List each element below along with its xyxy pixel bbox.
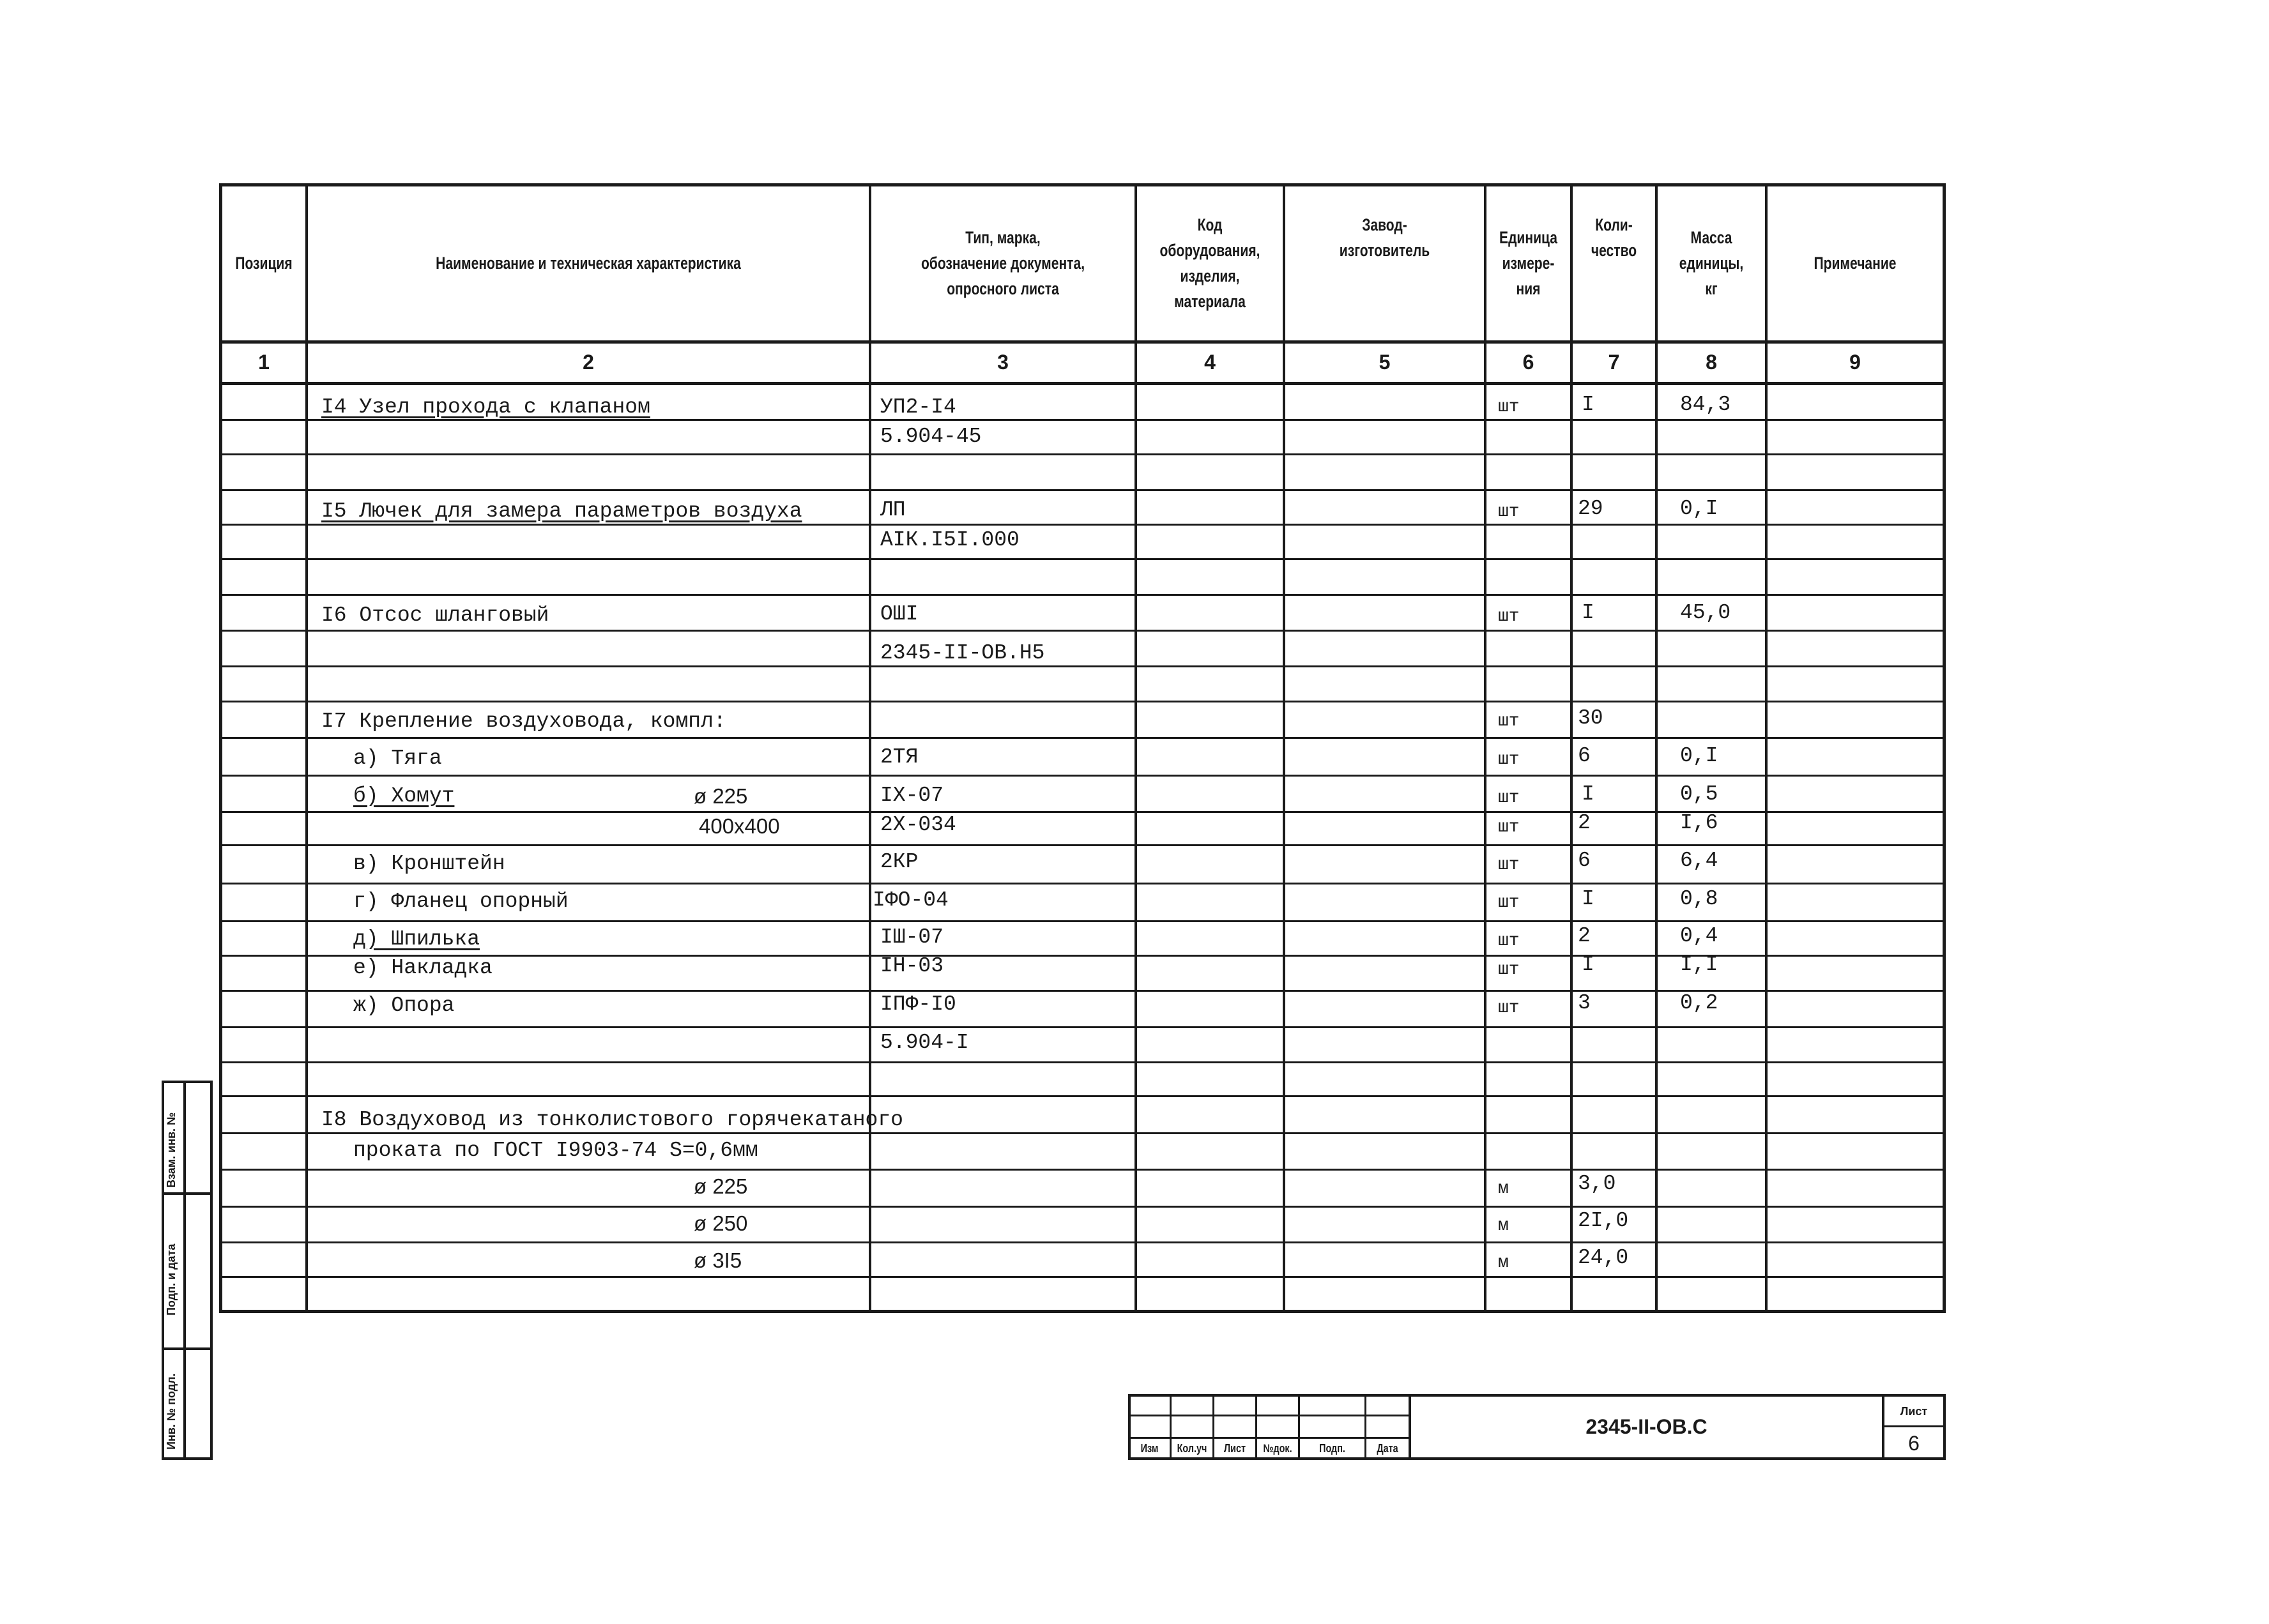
item-unit: шт	[1498, 397, 1520, 417]
item-qty: 3,0	[1578, 1172, 1616, 1195]
item-mass: 0,2	[1680, 991, 1718, 1015]
title-block-divider	[1364, 1394, 1366, 1460]
item-unit: шт	[1498, 788, 1520, 808]
strip-label: Подп. и дата	[165, 1243, 178, 1316]
item-mass: 6,4	[1680, 849, 1718, 872]
item-qty: I	[1582, 953, 1594, 976]
item-unit: шт	[1498, 502, 1520, 522]
strip-label: Инв. № подл.	[165, 1373, 178, 1450]
strip-divider	[183, 1081, 186, 1460]
strip-label: Взам. инв. №	[165, 1112, 178, 1188]
header-note: Примечание	[1814, 254, 1897, 273]
row-rule	[219, 1276, 1946, 1278]
item-name: I7 Крепление воздуховода, компл:	[321, 710, 726, 733]
item-unit: шт	[1498, 998, 1520, 1018]
item-doc: АIК.I5I.000	[880, 528, 1020, 552]
column-number: 1	[258, 350, 270, 374]
item-name: I6 Отсос шланговый	[321, 603, 549, 627]
item-unit: шт	[1498, 960, 1520, 980]
item-size: ø 3I5	[694, 1248, 742, 1272]
row-rule	[219, 594, 1946, 596]
stamp-label: Лист	[1223, 1441, 1246, 1455]
item-size: ø 250	[694, 1211, 748, 1235]
stamp-label: Кол.уч	[1177, 1441, 1207, 1455]
stamp-label: Дата	[1377, 1441, 1398, 1455]
row-rule	[219, 1206, 1946, 1208]
item-mass: I,6	[1680, 811, 1718, 835]
title-block-divider	[1212, 1394, 1214, 1460]
column-number: 3	[997, 350, 1009, 374]
row-rule	[219, 701, 1946, 702]
header-position: Позиция	[235, 254, 293, 273]
column-number: 2	[583, 350, 594, 374]
item-size: 400х400	[699, 814, 780, 838]
row-rule	[219, 1061, 1946, 1063]
header-type: Тип, марка, обозначение документа, опросного листа	[921, 228, 1085, 298]
column-number: 7	[1608, 350, 1620, 374]
header-name: Наименование и техническая характеристика	[436, 254, 741, 273]
column-number: 4	[1204, 350, 1216, 374]
item-qty: I	[1582, 393, 1594, 416]
title-block-divider	[1298, 1394, 1300, 1460]
row-rule	[219, 737, 1946, 739]
row-rule	[219, 775, 1946, 777]
header-code: Код оборудования, изделия, материала	[1159, 215, 1260, 311]
item-unit: шт	[1498, 817, 1520, 837]
column-number: 9	[1849, 350, 1861, 374]
header-mass: Масса единицы, кг	[1679, 228, 1744, 298]
item-doc: 2345-II-ОВ.Н5	[880, 641, 1045, 665]
sheet-number: 6	[1908, 1431, 1920, 1455]
item-unit: м	[1498, 1179, 1509, 1199]
item-qty: 6	[1578, 849, 1591, 872]
item-qty: 3	[1578, 991, 1591, 1015]
item-unit: шт	[1498, 893, 1520, 913]
row-rule	[219, 489, 1946, 491]
item-name: г) Фланец опорный	[353, 890, 569, 913]
item-unit: шт	[1498, 931, 1520, 951]
item-name: в) Кронштейн	[353, 852, 505, 876]
title-block-divider	[1170, 1394, 1172, 1460]
item-type: IН-03	[880, 954, 944, 978]
item-mass: 0,5	[1680, 782, 1718, 806]
row-rule	[219, 453, 1946, 455]
item-mass: 45,0	[1680, 601, 1731, 625]
document-code: 2345-II-ОВ.С	[1585, 1415, 1707, 1438]
item-type: 2ТЯ	[880, 745, 919, 769]
item-qty: 2I,0	[1578, 1209, 1629, 1233]
row-rule	[219, 1169, 1946, 1171]
row-rule	[219, 1241, 1946, 1243]
item-name-continued: проката по ГОСТ I9903-74 S=0,6мм	[353, 1139, 758, 1162]
row-rule	[219, 883, 1946, 884]
item-qty: 2	[1578, 811, 1591, 835]
sheet-label: Лист	[1900, 1404, 1928, 1418]
row-rule	[219, 1095, 1946, 1097]
item-unit: шт	[1498, 855, 1520, 875]
header-quantity: Коли- чество	[1591, 215, 1637, 260]
row-rule	[219, 630, 1946, 632]
item-mass: 0,8	[1680, 887, 1718, 911]
header-rule	[219, 382, 1946, 385]
row-rule	[219, 558, 1946, 560]
item-qty: 24,0	[1578, 1246, 1629, 1270]
column-number: 8	[1706, 350, 1717, 374]
item-unit: шт	[1498, 750, 1520, 770]
item-type: ОШI	[880, 602, 919, 626]
item-qty: I	[1582, 782, 1594, 806]
item-type: IХ-07	[880, 784, 944, 807]
row-rule	[219, 920, 1946, 922]
column-number: 6	[1522, 350, 1534, 374]
item-type: УП2-I4	[880, 395, 956, 419]
title-block-divider	[1255, 1394, 1257, 1460]
item-unit: шт	[1498, 711, 1520, 731]
item-size: ø 225	[694, 1174, 748, 1198]
item-size: ø 225	[694, 784, 748, 808]
item-qty: I	[1582, 601, 1594, 625]
strip-divider	[162, 1192, 213, 1195]
item-name: а) Тяга	[353, 747, 442, 770]
item-name: I4 Узел прохода с клапаном	[321, 395, 650, 419]
item-name: I8 Воздуховод из тонколистового горячекатаного	[321, 1108, 903, 1132]
item-unit: м	[1498, 1216, 1509, 1236]
item-mass: 84,3	[1680, 393, 1731, 416]
row-rule	[219, 844, 1946, 846]
item-mass: 0,4	[1680, 924, 1718, 948]
item-doc: 5.904-I	[880, 1031, 969, 1054]
item-name: е) Накладка	[353, 956, 493, 980]
item-qty: 30	[1578, 706, 1603, 730]
item-doc: 5.904-45	[880, 425, 982, 448]
column-number: 5	[1379, 350, 1391, 374]
item-name: ж) Опора	[353, 994, 455, 1017]
item-mass: 0,I	[1680, 744, 1718, 768]
row-rule	[219, 1026, 1946, 1028]
item-type: IФО-04	[873, 888, 949, 912]
item-type: IПФ-I0	[880, 992, 956, 1016]
item-qty: I	[1582, 887, 1594, 911]
item-name: б) Хомут	[353, 784, 455, 808]
item-mass: 0,I	[1680, 497, 1718, 520]
stamp-label: Подп.	[1319, 1441, 1345, 1455]
item-type: 2КР	[880, 850, 919, 874]
item-type: ЛП	[880, 498, 906, 522]
stamp-label: Изм	[1140, 1441, 1159, 1455]
title-block-rule	[1882, 1425, 1946, 1427]
item-type: IШ-07	[880, 925, 944, 949]
item-qty: 2	[1578, 924, 1591, 948]
stamp-label: №док.	[1263, 1441, 1292, 1455]
item-type: 2Х-034	[880, 813, 956, 837]
row-rule	[219, 665, 1946, 667]
row-rule	[219, 1310, 1946, 1312]
item-qty: 29	[1578, 497, 1603, 520]
item-unit: м	[1498, 1253, 1509, 1273]
item-qty: 6	[1578, 744, 1591, 768]
item-name: д) Шпилька	[353, 927, 480, 951]
item-unit: шт	[1498, 607, 1520, 626]
header-manufacturer: Завод- изготовитель	[1339, 215, 1430, 260]
item-name: I5 Лючек для замера параметров воздуха	[321, 499, 802, 523]
strip-divider	[162, 1347, 213, 1350]
item-mass: I,I	[1680, 953, 1718, 976]
title-block-rule	[1128, 1415, 1409, 1416]
header-unit: Единица измере- ния	[1499, 228, 1557, 298]
